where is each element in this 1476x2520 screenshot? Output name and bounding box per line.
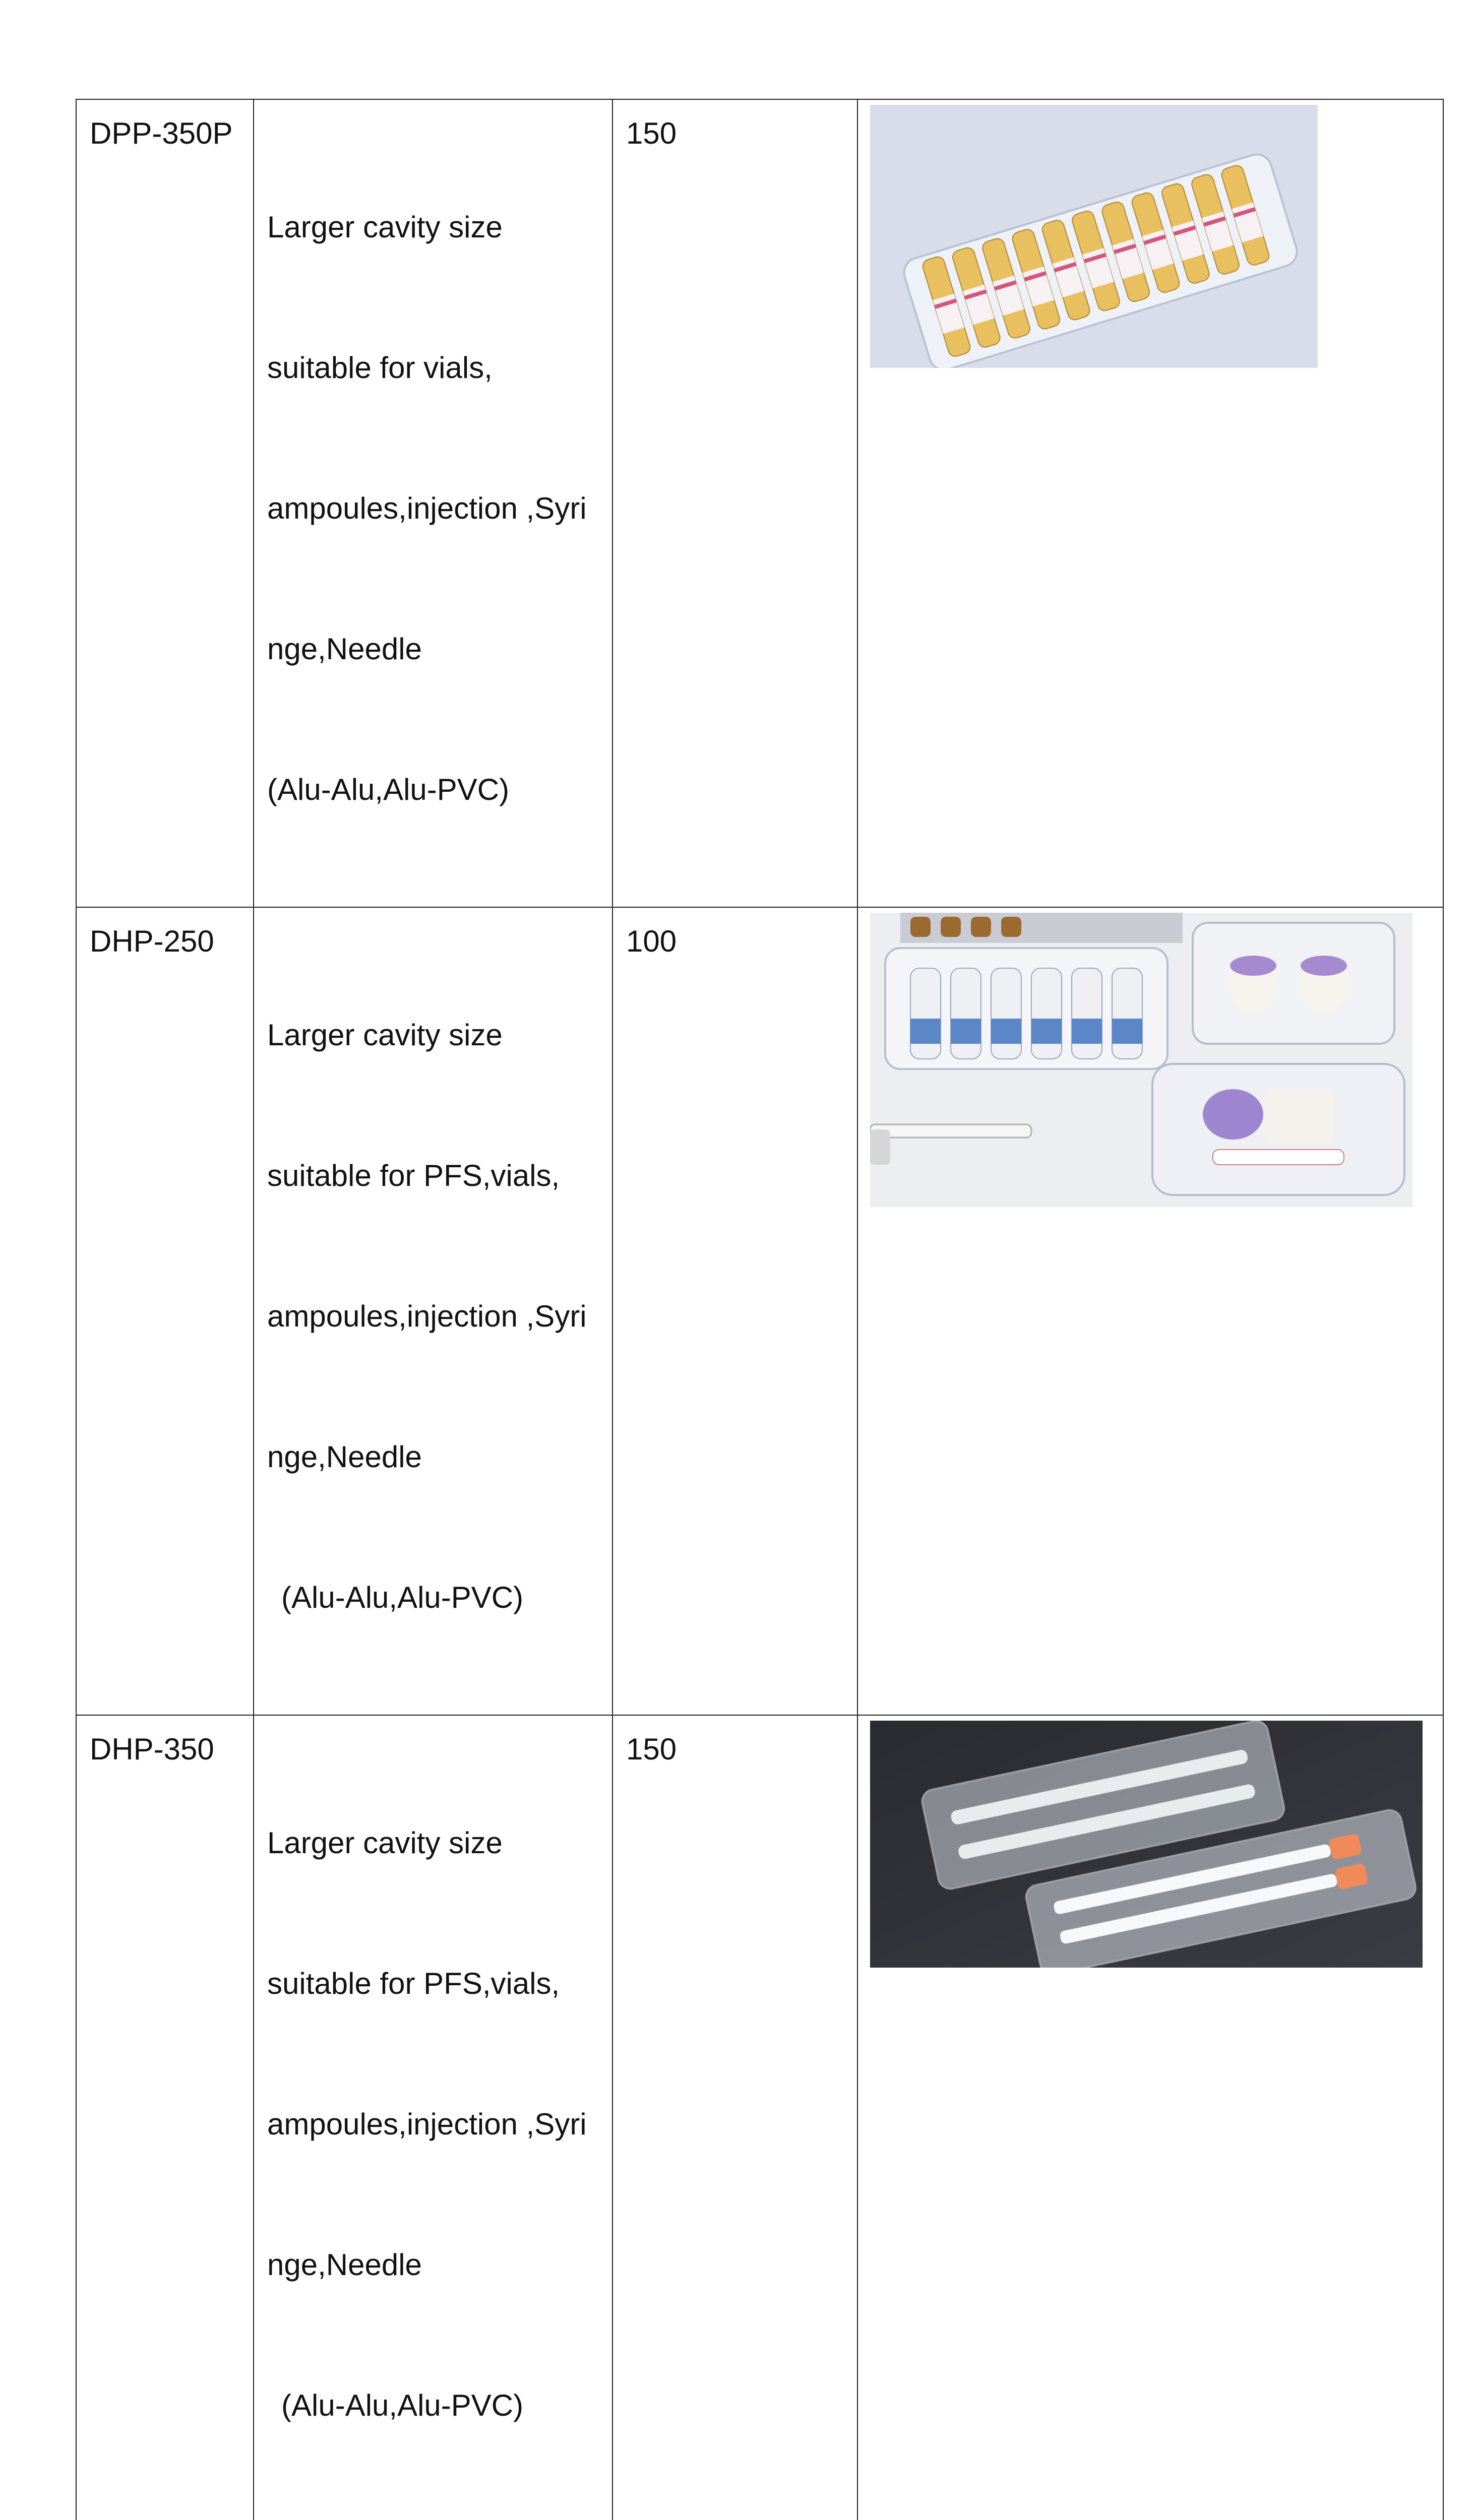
table-row <box>76 99 1443 907</box>
model-name: DHP-250 <box>90 924 214 958</box>
quantity-value: 100 <box>626 924 677 958</box>
table-row <box>76 1715 1443 2520</box>
description-cell <box>254 1715 612 2520</box>
model-cell <box>76 1715 254 2520</box>
quantity-value: 150 <box>626 1732 677 1766</box>
description <box>254 100 612 907</box>
description-line: ampoules,injection ,Syri <box>267 1299 587 1333</box>
table-row <box>76 907 1443 1715</box>
description-line: (Alu-Alu,Alu-PVC) <box>281 1581 524 1614</box>
syringe-blister-trays-photo <box>870 1721 1423 1968</box>
vial-and-ampoule-trays-photo <box>870 913 1412 1207</box>
description-line: nge,Needle <box>267 1440 422 1474</box>
description-line: suitable for PFS,vials, <box>267 1967 560 2000</box>
description-line: Larger cavity size <box>267 1018 503 1052</box>
description-cell <box>254 99 612 907</box>
description-line: Larger cavity size <box>267 1826 503 1860</box>
description-line: (Alu-Alu,Alu-PVC) <box>267 773 510 806</box>
ampoule-blister-tray-photo <box>870 105 1318 368</box>
image-cell <box>857 907 1443 1715</box>
description-line: ampoules,injection ,Syri <box>267 2107 587 2141</box>
description-line: ampoules,injection ,Syri <box>267 491 587 525</box>
description-line: suitable for PFS,vials, <box>267 1159 560 1192</box>
description-line: Larger cavity size <box>267 210 503 244</box>
description-line: nge,Needle <box>267 632 422 666</box>
model-name: DPP-350P <box>90 116 233 150</box>
description-line: (Alu-Alu,Alu-PVC) <box>281 2388 524 2422</box>
description <box>254 1716 612 2520</box>
description-line: suitable for vials, <box>267 351 493 385</box>
quantity-cell <box>612 907 857 1715</box>
product-spec-table <box>76 99 1444 2520</box>
quantity-cell <box>612 1715 857 2520</box>
description-line: nge,Needle <box>267 2248 422 2282</box>
model-cell <box>76 99 254 907</box>
quantity-value: 150 <box>626 116 677 150</box>
model-name: DHP-350 <box>90 1732 214 1766</box>
quantity-cell <box>612 99 857 907</box>
model-cell <box>76 907 254 1715</box>
description <box>254 908 612 1715</box>
image-cell <box>857 99 1443 907</box>
image-cell <box>857 1715 1443 2520</box>
description-cell <box>254 907 612 1715</box>
